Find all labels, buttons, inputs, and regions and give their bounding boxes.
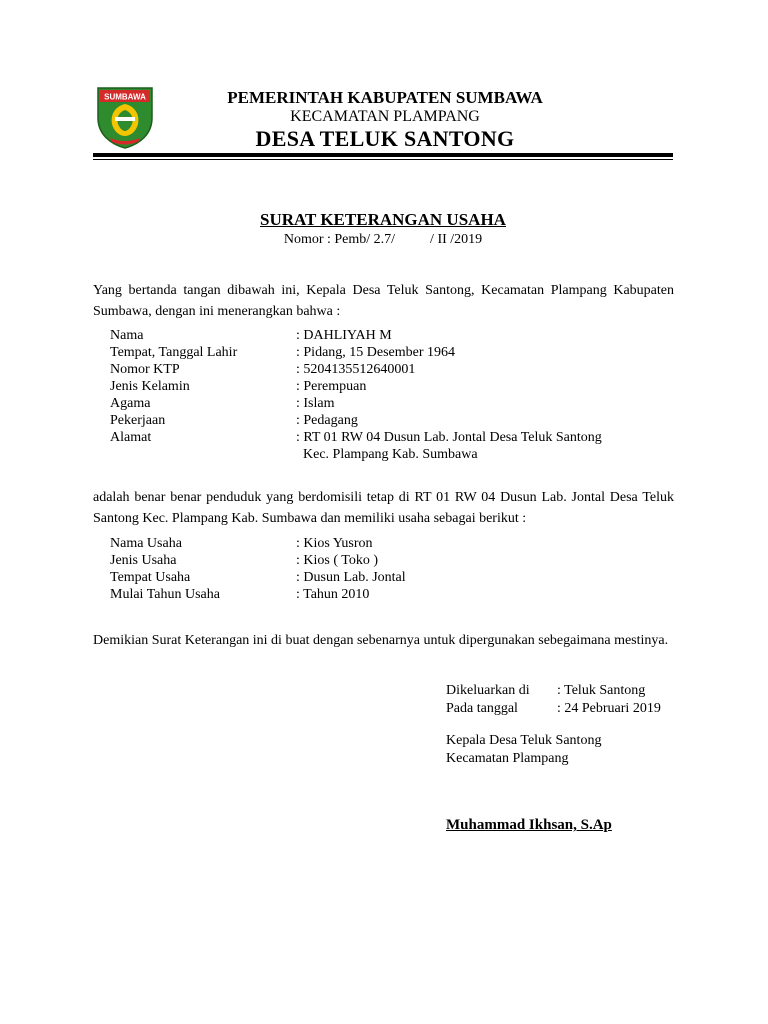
person-value: : RT 01 RW 04 Dusun Lab. Jontal Desa Teluk Santong [296,430,602,445]
person-value: : DAHLIYAH M [296,328,392,343]
letterhead-rule-thick [93,153,673,157]
person-label: Agama [110,396,151,411]
person-value: Kec. Plampang Kab. Sumbawa [296,447,478,462]
person-label: Nama [110,328,144,343]
business-value: : Dusun Lab. Jontal [296,570,406,585]
business-label: Mulai Tahun Usaha [110,587,220,602]
letter-number: Nomor : Pemb/ 2.7/ / II /2019 [283,232,483,247]
business-value: : Kios Yusron [296,536,373,551]
person-value: : Pedagang [296,413,358,428]
letterhead-government: PEMERINTAH KABUPATEN SUMBAWA [227,88,543,107]
signer-name: Muhammad Ikhsan, S.Ap [446,817,612,833]
issued-date-label: Pada tanggal [446,701,518,716]
business-label: Jenis Usaha [110,553,177,568]
person-label: Tempat, Tanggal Lahir [110,345,238,360]
person-value: : Pidang, 15 Desember 1964 [296,345,456,360]
person-value: : 5204135512640001 [296,362,416,377]
person-value: : Islam [296,396,335,411]
person-label: Nomor KTP [110,362,180,377]
letterhead-village: DESA TELUK SANTONG [255,126,515,151]
domicile-paragraph: adalah benar benar penduduk yang berdomisili tetap di RT 01 RW 04 Dusun Lab. Jontal Desa Teluk Santong Kec. Plampang Kab. Sumbawa dan memiliki usaha sebagai berikut : [93,490,674,526]
issued-date-value: : 24 Pebruari 2019 [557,701,661,716]
person-label: Pekerjaan [110,413,166,428]
business-value: : Tahun 2010 [296,587,370,602]
business-value: : Kios ( Toko ) [296,553,378,568]
intro-paragraph: Yang bertanda tangan dibawah ini, Kepala Desa Teluk Santong, Kecamatan Plampang Kabupaten Sumbawa, dengan ini menerangkan bahwa : [93,283,674,319]
person-label: Alamat [110,430,152,445]
business-label: Nama Usaha [110,536,182,551]
official-title: Kepala Desa Teluk Santong [446,733,602,748]
person-value: : Perempuan [296,379,367,394]
logo-text: SUMBAWA [104,92,146,102]
person-label: Jenis Kelamin [110,379,190,394]
letterhead-rule-thin [93,159,673,160]
issued-place-value: : Teluk Santong [557,683,646,698]
closing-paragraph: Demikian Surat Keterangan ini di buat dengan sebenarnya untuk dipergunakan sebegaimana mestinya. [93,633,669,648]
official-subtitle: Kecamatan Plampang [446,751,569,766]
issued-place-label: Dikeluarkan di [446,683,530,698]
business-label: Tempat Usaha [110,570,191,585]
letter-title: SURAT KETERANGAN USAHA [260,210,506,229]
letterhead-district: KECAMATAN PLAMPANG [290,108,480,125]
